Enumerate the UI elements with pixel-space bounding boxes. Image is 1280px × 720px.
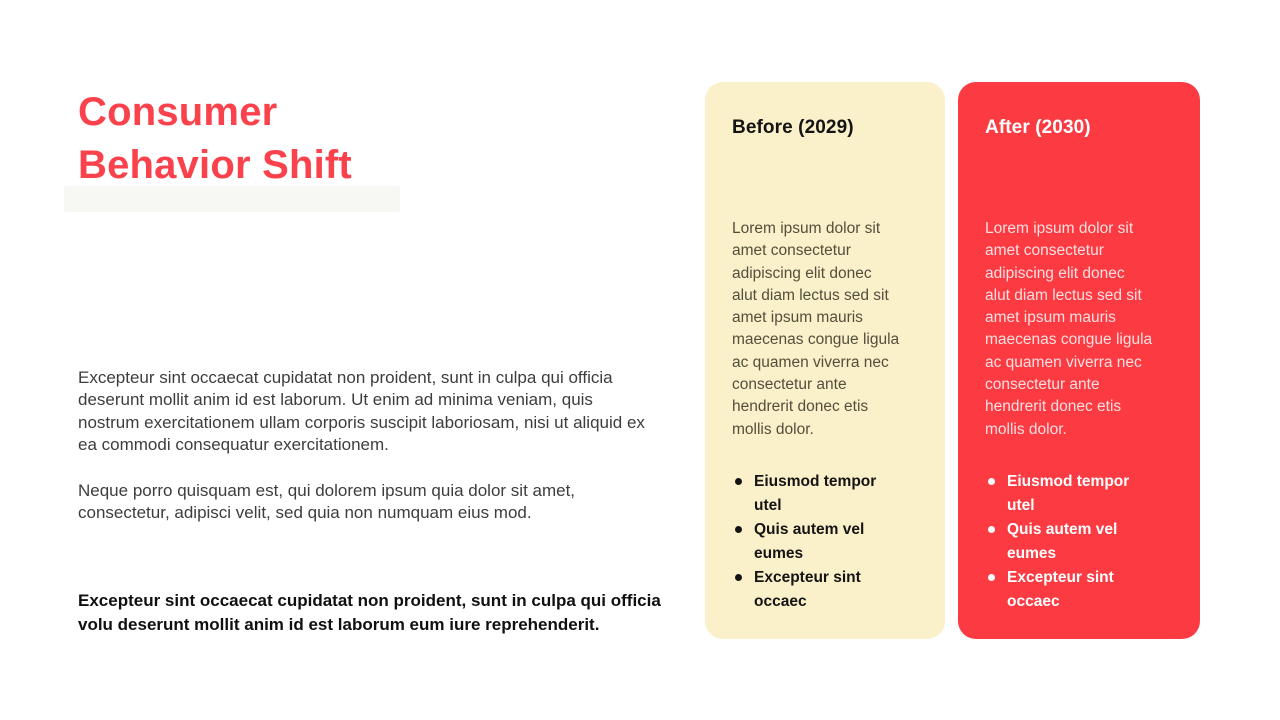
body-paragraph-1 bbox=[78, 367, 645, 456]
before-card bbox=[705, 82, 945, 639]
text-line: deserunt mollit anim id est laborum. Ut enim ad minima veniam, quis bbox=[78, 390, 593, 410]
text-line: ea commodi consequatur exercitationem. bbox=[78, 434, 389, 454]
text-line: hendrerit donec etis bbox=[732, 398, 869, 416]
after-card-body bbox=[985, 218, 1180, 441]
text-line: maecenas congue ligula bbox=[985, 331, 1153, 349]
bullet-item: Excepteur sint occaec bbox=[985, 566, 1155, 614]
text-line: Lorem ipsum dolor sit bbox=[732, 220, 881, 237]
text-line: Neque porro quisquam est, qui dolorem ipsum quia dolor sit amet, bbox=[78, 481, 576, 500]
text-line: adipiscing elit donec bbox=[985, 264, 1125, 282]
text-line: amet ipsum mauris bbox=[985, 309, 1116, 327]
text-line: consectetur ante bbox=[732, 376, 847, 394]
text-line: amet consectetur bbox=[985, 242, 1104, 260]
before-card-body bbox=[732, 218, 925, 441]
bullet-item: Eiusmod tempor utel bbox=[732, 470, 902, 518]
after-card bbox=[958, 82, 1200, 639]
before-card-heading: Before (2029) bbox=[732, 117, 854, 138]
text-line: mollis dolor. bbox=[985, 420, 1067, 438]
text-line: Excepteur sint occaecat cupidatat non proident, sunt in culpa qui officia bbox=[78, 591, 661, 610]
text-line: maecenas congue ligula bbox=[732, 331, 900, 349]
text-line: ac quamen viverra nec bbox=[732, 353, 889, 371]
slide-title bbox=[78, 86, 352, 192]
text-line: Consumer bbox=[78, 90, 278, 134]
body-paragraph-2 bbox=[78, 480, 575, 525]
text-line: alut diam lectus sed sit bbox=[732, 286, 889, 304]
text-line: consectetur, adipisci velit, sed quia non numquam eius mod. bbox=[78, 503, 532, 523]
text-line: amet ipsum mauris bbox=[732, 309, 863, 327]
after-card-bullet-list bbox=[985, 470, 1180, 614]
text-line: alut diam lectus sed sit bbox=[985, 286, 1142, 304]
bullet-item: Eiusmod tempor utel bbox=[985, 470, 1155, 518]
text-line: consectetur ante bbox=[985, 376, 1100, 394]
bullet-item: Excepteur sint occaec bbox=[732, 566, 902, 614]
text-line: amet consectetur bbox=[732, 242, 851, 260]
after-card-heading: After (2030) bbox=[985, 117, 1091, 138]
text-line: Behavior Shift bbox=[78, 143, 352, 187]
text-line: ac quamen viverra nec bbox=[985, 353, 1142, 371]
body-paragraph-3-bold bbox=[78, 589, 661, 637]
text-line: Excepteur sint occaecat cupidatat non proident, sunt in culpa qui officia bbox=[78, 368, 613, 387]
text-line: volu deserunt mollit anim id est laborum eum iure reprehenderit. bbox=[78, 615, 600, 634]
text-line: adipiscing elit donec bbox=[732, 264, 872, 282]
before-card-bullet-list bbox=[732, 470, 925, 614]
bullet-item: Quis autem vel eumes bbox=[732, 518, 902, 566]
text-line: nostrum exercitationem ullam corporis suscipit laboriosam, nisi ut aliquid ex bbox=[78, 412, 645, 432]
bullet-item: Quis autem vel eumes bbox=[985, 518, 1155, 566]
text-line: hendrerit donec etis bbox=[985, 398, 1122, 416]
text-line: mollis dolor. bbox=[732, 420, 814, 438]
text-line: Lorem ipsum dolor sit bbox=[985, 220, 1134, 237]
